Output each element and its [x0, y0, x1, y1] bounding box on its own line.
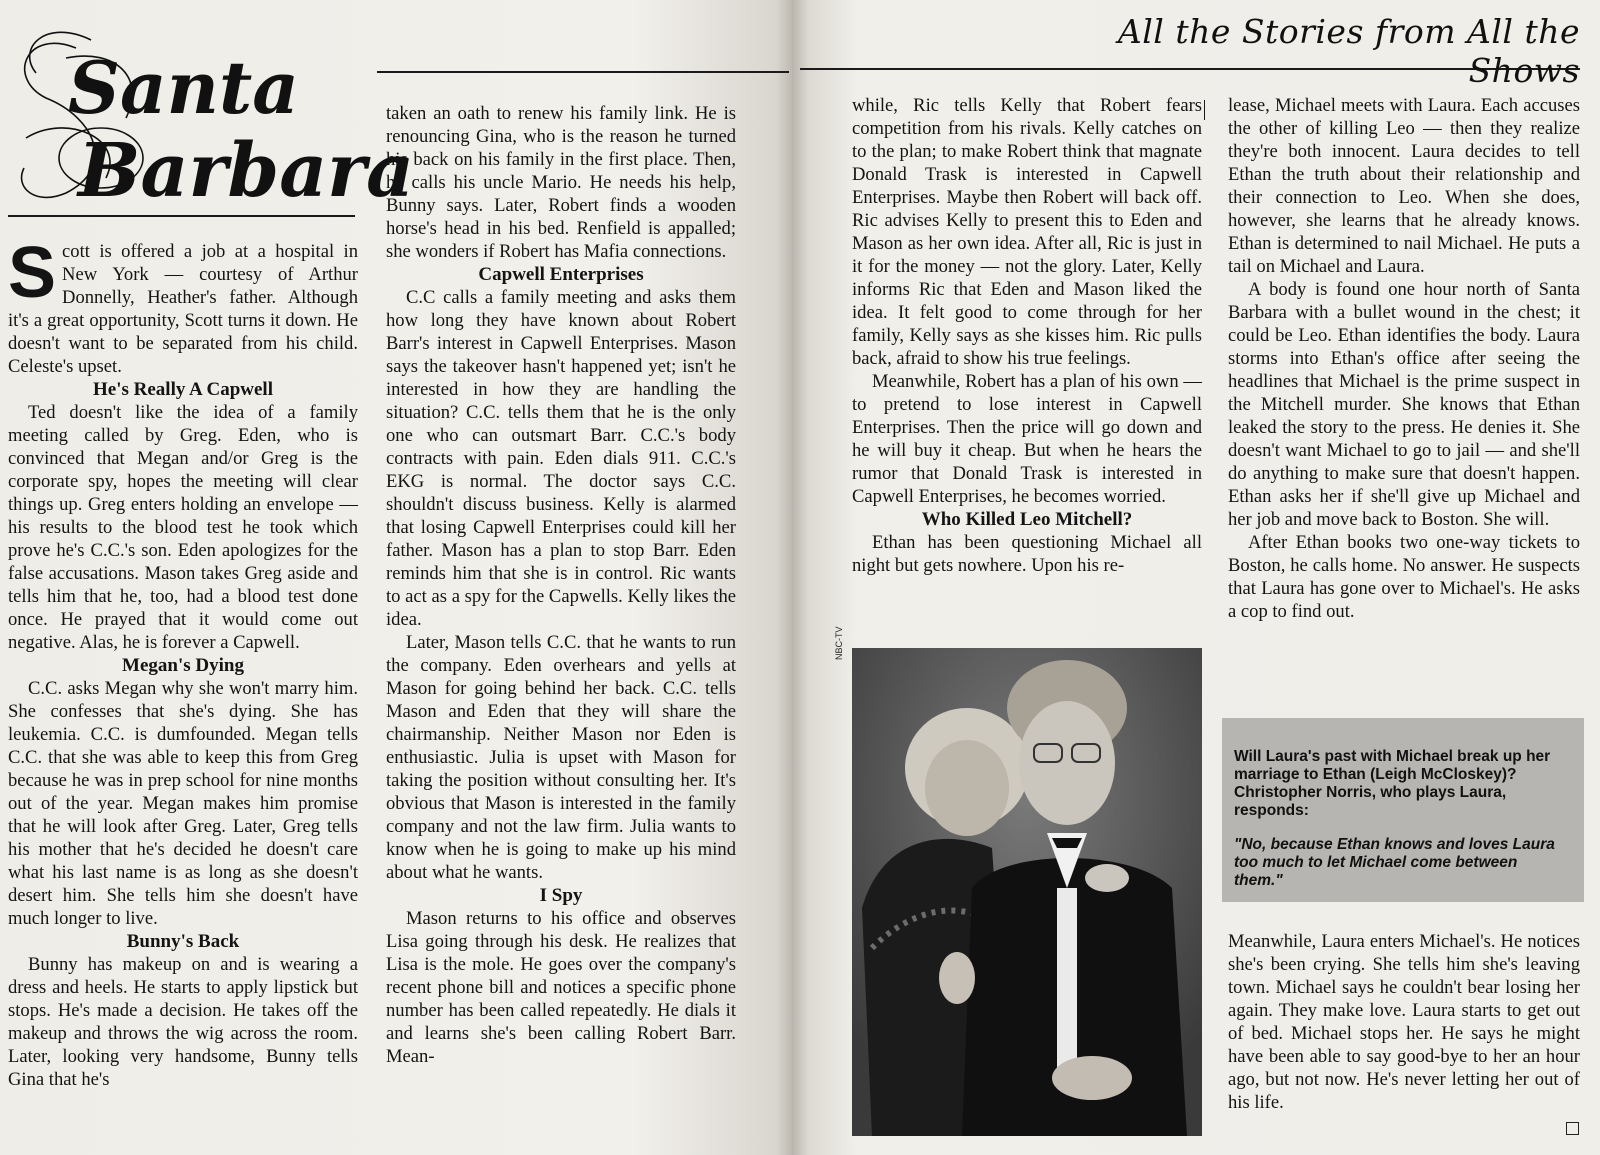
article-paragraph: After Ethan books two one-way tickets to Boston, he calls home. No answer. He suspects that Laura has gone over to Michael's. He asks a cop to find out. — [1228, 532, 1580, 622]
article-paragraph: Ted doesn't like the idea of a family meeting called by Greg. Eden, who is convinced that Megan and/or Greg is the corporate spy, hopes the meeting will clear things up. Greg enters holding an envelope — his results to the blood test he took which prove he's C.C.'s son. Eden apologizes for the false accusations. Mason takes Greg aside and tells him that he, too, had a blood test done once. He prayed that it would come out negative. Alas, he is forever a Capwell. — [8, 402, 358, 653]
masthead-line2: Barbara — [78, 128, 415, 214]
column1-top-rule — [8, 215, 355, 217]
article-paragraph: Later, Mason tells C.C. that he wants to run the company. Eden overhears and yells at Mason for going behind her back. C.C. tells Mason and Eden that they will share the chairmanship. Neither Mason nor Eden is enthusiastic. Julia is upset with Mason for taking the position without consulting her. It's obvious that Mason is interested in the family company and not the law firm. Julia wants to know when he is going to make up his mind about what he wants. — [386, 632, 736, 883]
article-paragraph: Ethan has been questioning Michael all night but gets nowhere. Upon his re- — [852, 532, 1202, 576]
column-4 — [1228, 94, 1580, 623]
subhead-bunnys-back: Bunny's Back — [126, 931, 240, 952]
column-1 — [8, 233, 358, 1091]
article-paragraph: C.C. asks Megan why she won't marry him. She confesses that she's dying. She has leukemia. C.C. is dumfounded. Megan tells C.C. that she was able to keep this from Greg because he was in prep school for nine months out of the year. Megan makes him promise that he will look after Greg. Later, Greg tells his mother that he's decided he doesn't care what his last name is as long as she doesn't desert him. She tells him she doesn't have much longer to live. — [8, 678, 358, 929]
article-paragraph: Mason returns to his office and observes Lisa going through his desk. He realizes that Lisa is the mole. He goes over the company's recent phone bill and notices a specific phone number has been called repeatedly. He dials it and learns she's been calling Robert Barr. Mean- — [386, 908, 736, 1067]
article-paragraph: Meanwhile, Laura enters Michael's. He notices she's been crying. She tells him she's leaving town. Michael says he couldn't bear losing her again. They make love. Laura starts to get out of bed. Michael stops her. He says he might have been able to say good-bye to her an hour ago, but not now. He's never letting her out of his life. — [1228, 931, 1580, 1113]
right-page-top-rule — [800, 68, 1580, 70]
article-paragraph: taken an oath to renew his family link. He is renouncing Gina, who is the reason he turned his back on his family in the first place. Then, he calls his uncle Mario. He needs his help, Bunny says. Later, Robert finds a wooden horse's head in his bed. Renfield is appalled; she wonders if Robert has Mafia connections. — [386, 103, 736, 262]
article-paragraph: Meanwhile, Robert has a plan of his own — to pretend to lose interest in Capwell Enterprises. Then the price will go down and he will buy it cheap. But when he hears the rumor that Donald Trask is interested in Capwell Enterprises, he becomes worried. — [852, 371, 1202, 507]
banner-title: All the Stories from All the Shows — [1117, 12, 1580, 90]
intro-text: cott is offered a job at a hospital in New York — courtesy of Arthur Donnelly, Heather's father. Although it's a great opportunity, Scott turns it down. He doesn't want to be separated from his child. Celeste's upset. — [8, 241, 358, 377]
column-3 — [852, 94, 1202, 577]
subhead-who-killed-leo: Who Killed Leo Mitchell? — [921, 509, 1133, 530]
end-of-article-mark — [1566, 1122, 1579, 1135]
article-paragraph: C.C calls a family meeting and asks them how long they have known about Robert Barr's interest in Capwell Enterprises. Mason says the takeover hasn't happened yet; isn't he interested in how they are handling the situation? C.C. tells them that he is the only one who can outsmart Barr. C.C.'s body contracts with pain. Eden dials 911. C.C.'s EKG is normal. The doctor says C.C. shouldn't discuss business. Kelly is alarmed that losing Capwell Enterprises could kill her father. Mason has a plan to stop Barr. Eden reminds him that she is in control. Ric wants to act as a spy for the Capwells. Kelly likes the idea. — [386, 287, 736, 630]
subhead-capwell-enterprises: Capwell Enterprises — [478, 264, 644, 285]
article-paragraph: while, Ric tells Kelly that Robert fears competition from his rivals. Kelly catches on to the plan; to make Robert think that magnate Donald Trask is interested in Capwell Enterprises. Maybe then Robert will back off. Ric advises Kelly to present this to Eden and Mason as her own idea. After all, Ric is just in it for the money — not the glory. Later, Kelly informs Ric that Eden and Mason liked the idea. It felt good to come through for her family, Kelly says as she kisses him. Ric pulls back, afraid to show his true feelings. — [852, 95, 1202, 369]
cast-photo — [852, 648, 1202, 1136]
column2-top-rule — [377, 71, 789, 73]
photo-credit: NBC-TV — [834, 626, 844, 660]
article-paragraph: Bunny has makeup on and is wearing a dress and heels. He starts to apply lipstick but stops. He's made a decision. He takes off the makeup and throws the wig across the room. Later, looking very handsome, Bunny tells Gina that he's — [8, 954, 358, 1090]
intro-paragraph — [8, 233, 358, 378]
article-paragraph: lease, Michael meets with Laura. Each accuses the other of killing Leo — then they realize they're both innocent. Laura decides to tell Ethan the truth about their relationship and their connection to Leo. When she does, however, she learns that he already knows. Ethan is determined to nail Michael. He puts a tail on Michael and Laura. — [1228, 95, 1580, 277]
callout-question: Will Laura's past with Michael break up her marriage to Ethan (Leigh McCloskey)? Christopher Norris, who plays Laura, responds: — [1234, 748, 1551, 819]
subhead-really-capwell: He's Really A Capwell — [93, 379, 273, 400]
drop-cap: S — [8, 233, 57, 313]
column-2 — [386, 102, 736, 1068]
santa-barbara-masthead — [6, 18, 415, 214]
quote-callout-box — [1222, 718, 1584, 902]
subhead-i-spy: I Spy — [539, 885, 583, 906]
subhead-megans-dying: Megan's Dying — [122, 655, 244, 676]
masthead-line1: Santa — [68, 45, 299, 130]
column-4-continued — [1228, 930, 1580, 1114]
column-divider — [1204, 100, 1205, 120]
article-paragraph: A body is found one hour north of Santa Barbara with a bullet wound in the chest; it could be Leo. Ethan identifies the body. Laura storms into Ethan's office after seeing the headlines that Michael is the prime suspect in the Mitchell murder. She knows that Ethan leaked the story to the press. He denies it. She doesn't want Michael to go to jail — and she'll do anything to make sure that doesn't happen. Ethan asks her if she'll give up Michael and her job and move back to Boston. She will. — [1228, 279, 1580, 530]
callout-answer: "No, because Ethan knows and loves Laura too much to let Michael come between them." — [1234, 836, 1555, 889]
